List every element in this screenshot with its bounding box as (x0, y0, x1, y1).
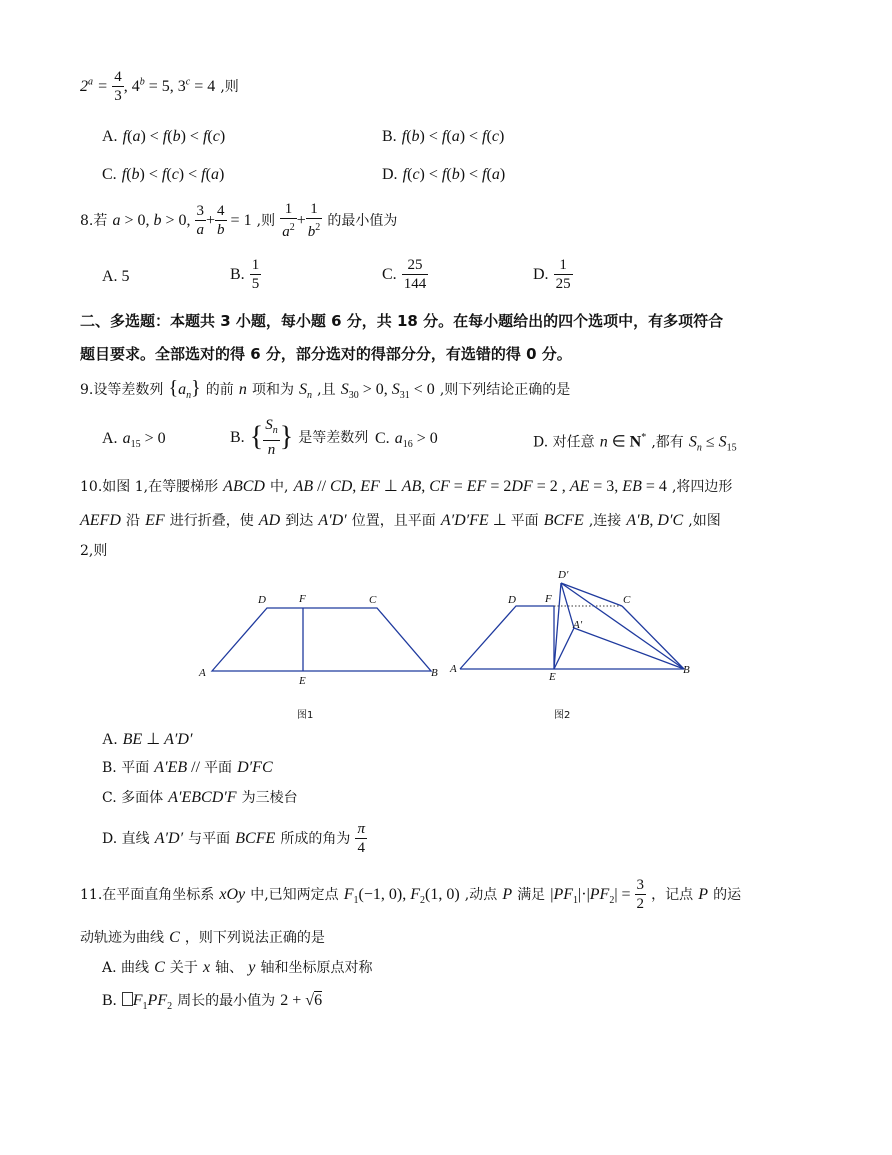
q8-option-a[interactable]: A. 5 (102, 268, 130, 285)
fig1-label-f: F (299, 593, 306, 605)
q10-option-a[interactable]: A. BE ⊥ A′D′ (102, 731, 193, 748)
section2-line1: 二、多选题：本题共 3 小题，每小题 6 分，共 18 分。在每小题给出的四个选项中，有多项符合 (80, 312, 724, 330)
q7-condition: 2$^a$ = $\frac{4}{3}$ , $4^b = 5$, $3^c = 4$ ,则 (80, 69, 239, 104)
q8-option-c[interactable]: C. $\frac{25}{144}$ (382, 257, 427, 292)
fig2-label-dprime: D′ (558, 569, 569, 581)
q9-option-b[interactable]: B. { $\frac{S_n}{n}$ } 是等差数列 (230, 417, 369, 458)
fig1-label-b: B (431, 667, 438, 679)
q9-option-c[interactable]: C. $a_{16} > 0$ (375, 430, 438, 451)
section2-line2: 题目要求。全部选对的得 6 分，部分选对的得部分分，有选错的得 0 分。 (80, 345, 572, 363)
fig2-label-d: D (508, 594, 516, 606)
fig2-label-b: B (683, 664, 690, 676)
q9-option-a[interactable]: A. $a_{15} > 0$ (102, 430, 166, 451)
q11-stem-line2: 动轨迹为曲线 C ，则下列说法正确的是 (80, 929, 325, 946)
figure-2-caption: 图2 (554, 710, 571, 721)
q10-stem-line3: 2,则 (80, 543, 108, 559)
q10-stem-line2: AEFD 沿 EF 进行折叠，使 AD 到达 A′D′ 位置，且平面 A′D′FE ⊥ 平面 BCFE ,连接 A′B, D′C ,如图 (80, 512, 721, 529)
q10-option-b[interactable]: B. 平面 A′EB // 平面 D′FC (102, 759, 273, 776)
q11-option-a[interactable]: A. 曲线 C 关于 x 轴、 y 轴和坐标原点对称 (102, 959, 373, 976)
fig1-label-c: C (369, 594, 377, 606)
q7-option-b[interactable]: B. f(b) < f(a) < f(c) (382, 128, 505, 145)
q8-stem: 8.若 a > 0, b > 0, $\frac{3}{a}$ + $\frac{4}{b}$ = 1 ,则 $\frac{1}{a^2}$ + $\frac{1}{b^2}$ 的最小值为 (80, 201, 398, 240)
q10-stem-line1: 10.如图 1,在等腰梯形 ABCD 中, AB // CD, EF ⊥ AB, CF = EF = 2DF = 2 , AE = 3, EB = 4 ,将四边形 (80, 478, 733, 495)
q7-option-d[interactable]: D. f(c) < f(b) < f(a) (382, 166, 506, 183)
fig1-label-e: E (299, 675, 306, 687)
q10-option-d[interactable]: D. 直线 A′D′ 与平面 BCFE 所成的角为 $\frac{\pi}{4}$ (102, 821, 365, 856)
q9-stem: 9.设等差数列 $\{a_n\}$ 的前 n 项和为 $S_n$ ,且 $S_{30} > 0$, $S_{31} < 0$ ,则下列结论正确的是 (80, 377, 571, 402)
q11-option-b[interactable]: B. $F_1PF_2$ 周长的最小值为 2 + √6 (102, 992, 323, 1013)
q9-option-d[interactable]: D. 对任意 n ∈ N* ,都有 $S_n \le S_{15}$ (533, 432, 737, 454)
figure-2-folded (448, 566, 696, 686)
q8-option-b[interactable]: B. $\frac{1}{5}$ (230, 257, 260, 292)
fig1-label-a: A (199, 667, 206, 679)
q8-option-d[interactable]: D. $\frac{1}{25}$ (533, 257, 571, 292)
q10-option-c[interactable]: C. 多面体 A′EBCD′F 为三棱台 (102, 789, 298, 806)
fig2-label-e: E (549, 671, 556, 683)
fig2-label-aprime: A′ (573, 619, 583, 631)
figure-1-trapezoid (195, 588, 445, 688)
figure-1-caption: 图1 (297, 710, 314, 721)
fig2-label-f: F (545, 593, 552, 605)
fig2-label-a: A (450, 663, 457, 675)
fig2-label-c: C (623, 594, 631, 606)
q11-stem-line1: 11.在平面直角坐标系 xOy 中,已知两定点 $F_1(-1$, 0), $F_2(1$, 0) ,动点 P 满足 $|PF_1|\cdot|PF_2|$ = $\frac{3}{2}$ ，记点 P 的运 (80, 877, 742, 912)
q7-option-c[interactable]: C. f(b) < f(c) < f(a) (102, 166, 225, 183)
fig1-label-d: D (258, 594, 266, 606)
q7-option-a[interactable]: A. f(a) < f(b) < f(c) (102, 128, 226, 145)
